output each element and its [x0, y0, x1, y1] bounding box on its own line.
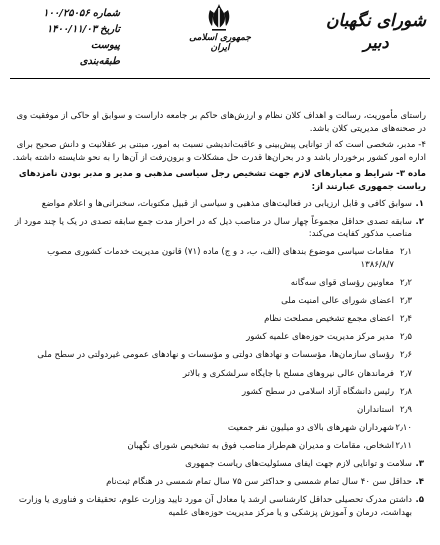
- attachment-row: [8, 38, 120, 54]
- criteria-text: اعضای مجمع تشخیص مصلحت نظام: [264, 314, 394, 325]
- classification-row: [8, 54, 120, 70]
- criteria-bullet: ۲٫۷: [399, 368, 412, 379]
- iran-emblem-icon: [204, 2, 234, 32]
- council-subtitle: دبیر: [363, 33, 389, 52]
- criteria-bullet: ۲٫۸: [399, 386, 412, 397]
- council-title: شورای نگهبان: [326, 11, 426, 31]
- criteria-bullet: ۴.: [415, 477, 424, 488]
- criteria-item: [12, 476, 426, 489]
- criteria-text: مقامات سیاسی موضوع بندهای (الف، ب، د و ج) ماده (۷۱) قانون مدیریت خدمات کشوری مصوب ۱۳۸۶/۸/۷: [47, 247, 394, 270]
- council-header: [326, 10, 426, 54]
- number-value: ۱۰۰/۲۵۰۵۶: [43, 8, 90, 19]
- criteria-text: استانداران: [357, 404, 394, 415]
- paragraph-1: راستای مأموریت، رسالت و اهداف کلان نظام و ارزش‌های حاکم بر جامعه دارا‌ست و سوابق او حاکی از موفقیت وی در صحنه‌های مدیریتی کلان باشد.: [16, 111, 426, 134]
- date-row: [8, 22, 120, 38]
- criteria-bullet: ۲٫۱۱: [395, 440, 412, 451]
- criteria-item: [12, 494, 426, 519]
- criteria-text: اشخاص، مقامات و مدیران هم‌طراز مناصب فوق به تشخیص شورای نگهبان: [127, 440, 394, 451]
- criteria-item: [12, 295, 426, 308]
- republic-title: جمهوری اسلامی ایران: [189, 33, 251, 53]
- number-row: [8, 6, 120, 22]
- criteria-text: اعضای شورای عالی امنیت ملی: [281, 296, 394, 307]
- header-divider: [10, 78, 430, 79]
- criteria-text: مدیر مرکز مدیریت حوزه‌های علمیه کشور: [246, 332, 394, 343]
- criteria-bullet: ۲٫۶: [399, 350, 412, 361]
- criteria-item: [12, 440, 426, 453]
- criteria-text: فرماندهان عالی نیروهای مسلح با جایگاه سرلشکری و بالاتر: [182, 368, 394, 379]
- criteria-bullet: ۲٫۹: [399, 404, 412, 415]
- criteria-text: رئیس دانشگاه آزاد اسلامی در سطح کشور: [242, 386, 394, 397]
- criteria-bullet: ۲٫۵: [399, 332, 412, 343]
- criteria-bullet: ۵.: [415, 495, 424, 506]
- criteria-item: [12, 216, 426, 241]
- criteria-bullet: ۲٫۲: [399, 278, 412, 289]
- criteria-item: [12, 198, 426, 211]
- criteria-bullet: ۱.: [415, 198, 424, 209]
- criteria-item: [12, 404, 426, 417]
- date-value: ۱۴۰۰/۱۱/۰۳: [46, 24, 98, 35]
- criteria-item: [12, 277, 426, 290]
- criteria-item: [12, 368, 426, 381]
- date-label: تاریخ: [100, 24, 120, 35]
- criteria-text: سوابق کافی و قابل ارزیابی در فعالیت‌های مذهبی و سیاسی از قبیل مکتوبات، سخنرانی‌ها و اعلام مواضع: [41, 198, 412, 209]
- criteria-text: داشتن مدرک تحصیلی حداقل کارشناسی ارشد یا معادل آن مورد تایید وزارت علوم، تحقیقات و فناوری یا وزارت بهداشت، درمان و آموزش پزشکی و یا مرکز مدیریت حوزه‌های علمیه: [18, 495, 412, 518]
- criteria-text: معاونین رؤسای قوای سه‌گانه: [290, 278, 394, 289]
- letter-body: [12, 110, 426, 525]
- criteria-text: حداقل سن ۴۰ سال تمام شمسی و حداکثر سن ۷۵ سال تمام شمسی در هنگام ثبت‌نام: [106, 477, 412, 488]
- criteria-text: سابقه تصدی حداقل مجموعاً چهار سال در مناصب ذیل که در احراز مدت جمع سابقه تصدی در یک یا چند مورد از مناصب مذکور کفایت می‌کند:: [14, 216, 412, 240]
- criteria-text: سلامت و توانایی لازم جهت ایفای مسئولیت‌های ریاست جمهوری: [185, 458, 412, 469]
- criteria-text: رؤسای سازمان‌ها، مؤسسات و نهادهای دولتی و مؤسسات و نهادهای عمومی غیردولتی در سطح ملی: [37, 350, 394, 361]
- criteria-item: [12, 349, 426, 362]
- paragraph-2: ۴- مدبر، شخصی است که از توانایی پیش‌بینی و عاقبت‌اندیشی نسبت به امور، مبتنی بر عقلانیت و دانش صحیح برای اداره امور کشور برخوردار باشد و در بحران‌ها قدرت حل مشکلات و برون‌رفت از آن‌ها را به نحو شایسته داشته باشد.: [12, 140, 426, 163]
- criteria-bullet: ۲٫۱۰: [395, 422, 412, 433]
- criteria-bullet: ۲.: [415, 216, 424, 227]
- criteria-item: [12, 422, 426, 435]
- criteria-item: [12, 458, 426, 471]
- criteria-item: [12, 246, 426, 271]
- criteria-bullet: ۳.: [415, 458, 424, 469]
- criteria-text: شهرداران شهرهای بالای دو میلیون نفر جمعیت: [227, 422, 394, 433]
- criteria-list: [12, 198, 426, 520]
- letter-metadata: [8, 6, 120, 70]
- article-3-heading: ماده ۳- شرایط و معیارهای لازم جهت تشخیص رجل سیاسی مذهبی و مدیر و مدبر بودن نامزدهای ریاست جمهوری عبارتند از:: [18, 169, 426, 192]
- number-label: شماره: [92, 8, 120, 19]
- criteria-bullet: ۲٫۳: [399, 296, 412, 307]
- criteria-item: [12, 386, 426, 399]
- classification-label: طبقه‌بندی: [79, 56, 120, 67]
- criteria-item: [12, 313, 426, 326]
- attachment-label: پیوست: [90, 40, 120, 51]
- criteria-bullet: ۲٫۴: [399, 314, 412, 325]
- criteria-bullet: ۲٫۱: [399, 247, 412, 258]
- criteria-item: [12, 331, 426, 344]
